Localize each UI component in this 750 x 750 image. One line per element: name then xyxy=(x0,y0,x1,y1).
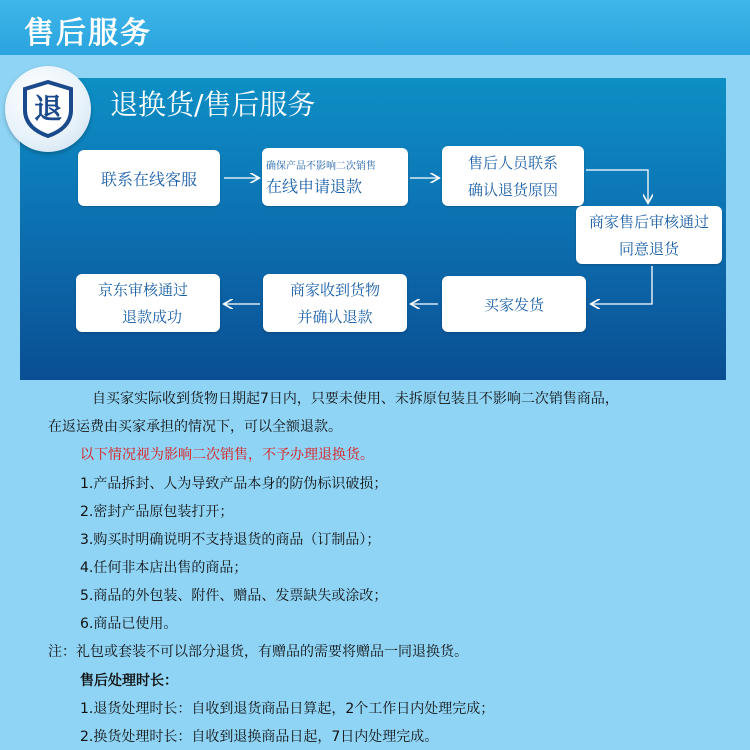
page-title: 售后服务 xyxy=(24,16,152,51)
step-staff-line1: 售后人员联系 xyxy=(467,154,558,172)
policy-intro-line2: 在返运费由买家承担的情况下，可以全额退款。 xyxy=(48,419,342,435)
badge-char: 退 xyxy=(33,92,63,125)
step-apply-label: 在线申请退款 xyxy=(266,177,363,196)
time-item: 2.换货处理时长：自收到退换商品日起，7日内处理完成。 xyxy=(80,729,439,745)
policy-item: 5.商品的外包装、附件、赠品、发票缺失或涂改； xyxy=(80,588,388,604)
panel-title: 退换货/售后服务 xyxy=(110,88,316,121)
step-jd-line2: 退款成功 xyxy=(121,308,182,326)
policy-section xyxy=(0,380,750,750)
step-contact-label: 联系在线客服 xyxy=(100,169,197,189)
step-buyer-label: 买家发货 xyxy=(483,295,544,314)
step-merchant-line2: 同意退货 xyxy=(618,240,679,258)
arrow-left-icon xyxy=(592,266,652,304)
time-section-title: 售后处理时长： xyxy=(80,673,178,689)
step-jd-line1: 京东审核通过 xyxy=(97,281,188,299)
policy-item: 4.任何非本店出售的商品； xyxy=(80,560,248,576)
policy-item: 3.购买时明确说明不支持退货的商品（订制品）； xyxy=(80,532,381,548)
policy-intro-line1: 自买家实际收到货物日期起7日内，只要未使用、未拆原包装且不影响二次销售商品， xyxy=(92,391,619,407)
step-apply-note: 确保产品不影响二次销售 xyxy=(266,161,376,172)
policy-warning: 以下情况视为影响二次销售，不予办理退换货。 xyxy=(80,447,374,463)
policy-item: 1.产品拆封、人为导致产品本身的防伪标识破损； xyxy=(80,476,388,492)
policy-note: 注：礼包或套装不可以部分退货，有赠品的需要将赠品一同退换货。 xyxy=(48,644,468,660)
step-receive-line1: 商家收到货物 xyxy=(289,281,380,299)
policy-item: 6.商品已使用。 xyxy=(80,616,178,632)
time-item: 1.退货处理时长：自收到退货商品日算起，2个工作日内处理完成； xyxy=(80,701,495,717)
policy-item: 2.密封产品原包装打开； xyxy=(80,504,234,520)
step-staff-line2: 确认退货原因 xyxy=(467,181,558,199)
step-merchant-line1: 商家售后审核通过 xyxy=(588,213,709,231)
step-receive-line2: 并确认退款 xyxy=(297,308,373,326)
arrow-down-icon xyxy=(586,170,648,202)
